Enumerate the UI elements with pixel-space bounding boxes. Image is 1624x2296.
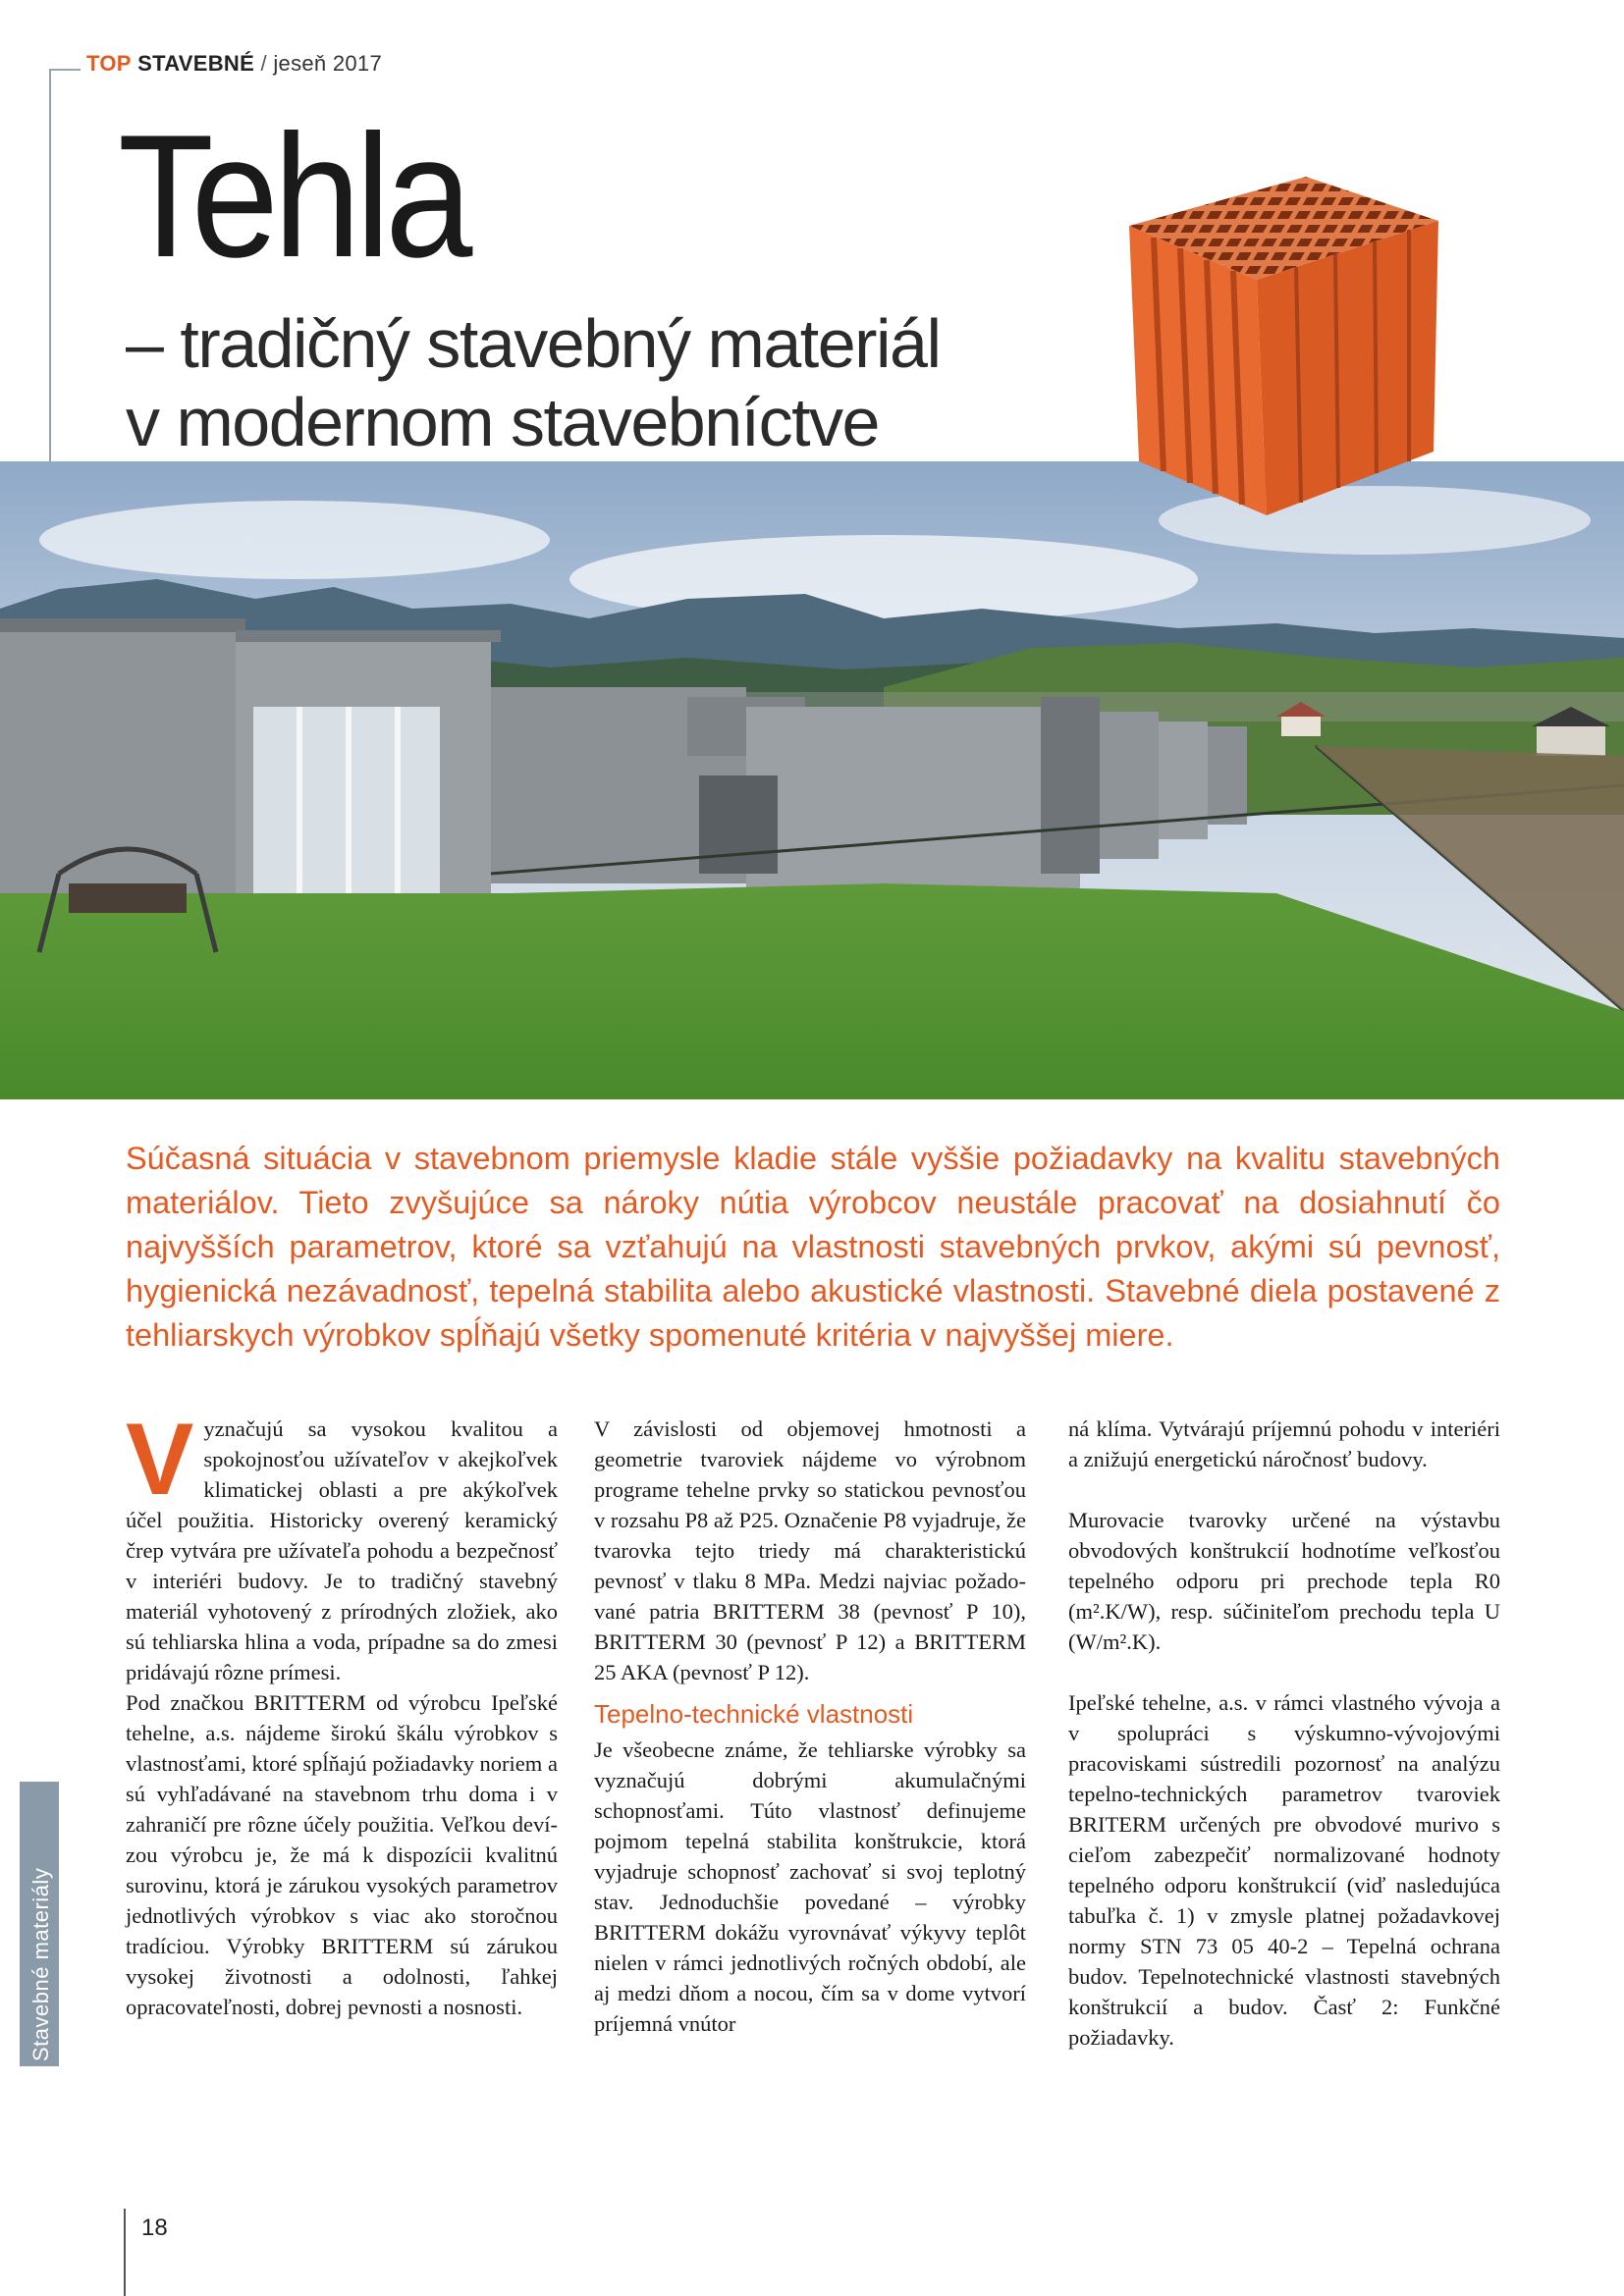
text-column-1 [126,1403,558,2022]
issue-season: jeseň 2017 [273,51,383,76]
column3-paragraph-2: Murovacie tvarovky určené na výstavbu obvodových konštrukcií hodnotíme veľkosťou tepelného odporu pri prechode tepla R0 (m².K/W), resp. súčiniteľom prechodu tepla U (W/m².K). [1068,1508,1500,1654]
running-header [86,51,382,77]
column3-paragraph-3: Ipeľské tehelne, a.s. v rámci vlastného vývoja a v spolupráci s výskumno-vývojovými pracoviskami sústredili pozornosť na analýzu tepelno-technických parametrov tvaroviek BRITERM určených pre obvodové murivo s cieľom zabezpečiť normalizované hodnoty tepelného odporu konštrukcií (viď nasledujúca tabuľka č. 1) v zmysle platnej požadavkovej normy STN 73 05 40-2 – Tepelná ochrana budov. Tepelnotechnické vlastnosti stavebných konštrukcií a budov. Časť 2: Funkčné požiadavky. [1068,1690,1500,2050]
text-column-3 [1068,1414,1500,2053]
section-heading: Tepelno-technické vlastnosti [594,1699,914,1729]
article-title: Tehla [118,98,467,294]
column1-paragraph-1 [126,1403,558,1687]
photo-houses-landscape [0,461,1624,1099]
column1-paragraph-2: Pod značkou BRITTERM od výrobcu Ipeľské tehelne, a.s. nájdeme širokú škálu výrobkov s vlastnosťami, ktoré spĺňajú požiadavky noriem a sú vyhľadávané na stavebnom trhu doma i v zahraničí pre rôzne účely použitia. Veľkou devízou výrobcu je, že má k dispozícii kvalitnú surovinu, ktorá je zárukou vysokých parametrov jednotlivých výrobkov s viac ako storočnou tradíciou. Výrobky BRITTERM sú zárukou vysokej životnosti a odolnosti, ľahkej opracovateľnosti, dobrej pevnosti a nosnosti. [126,1690,558,2019]
drop-cap: V [126,1403,194,1517]
article-subtitle [126,304,941,461]
lead-paragraph: Súčasná situácia v stavebnom priemysle kladie stále vyššie požiadavky na kvalitu stavebných materiálov. Tieto zvyšujúce sa nároky nútia výrobcov neustále pracovať na dosiahnutí čo najvyšších parametrov, ktoré sa vzťahujú na vlastnosti stavebných prvkov, akými sú pevnosť, hygienická nezávadnosť, tepelná stabilita alebo akustické vlastnosti. Stavebné diela postavené z tehliarskych výrobkov spĺňajú všetky spomenuté kritéria v najvyššej miere. [126,1141,1500,1353]
column2-paragraph-2: Je všeobecne známe, že tehliarske výrobky sa vyznačujú dobrými akumulačnými schopnosťami. Túto vlastnosť definujeme pojmom tepelná stabilita konštrukcie, ktorá vyjadruje schopnosť zachovať si svoj teplotný stav. Jednoduchšie povedané – výrobky BRITTERM dokážu vyrovnávať výkyvy teplôt nielen v rámci jednotlivých ročných období, ale aj medzi dňom a nocou, čím sa v dome vytvorí príjemná vnútor [594,1737,1026,2036]
header-separator: / [260,51,267,76]
paragraph-gap [1068,1657,1500,1687]
text-column-2 [594,1414,1026,2039]
column2-paragraph-1: V závislosti od objemovej hmotnosti a geometrie tvaroviek nájdeme vo výrobnom programe tehelne prvky so statickou pevnosťou v rozsahu P8 až P25. Označenie P8 vyjadruje, že tvarovka tejto triedy má charakteristickú pevnosť v tlaku 8 MPa. Medzi najviac požadované patria BRITTERM 38 (pevnosť P 10), BRITTERM 30 (pevnosť P 12) a BRITTERM 25 AKA (pevnosť P 12). [594,1416,1026,1684]
paragraph-gap [1068,1474,1500,1505]
subtitle-line-1: – tradičný stavebný materiál [126,305,941,382]
header-horizontal-rule [49,69,81,71]
brand-top: TOP [86,51,132,76]
page-number: 18 [141,2215,168,2241]
header-vertical-rule [49,69,51,461]
brand-stavebne: STAVEBNÉ [137,51,255,76]
clay-brick-block-icon [1110,167,1443,520]
footer-rule [124,2209,126,2296]
column3-paragraph-1: ná klíma. Vytvárajú príjemnú pohodu v interiéri a znižujú energetickú náročnosť budovy. [1068,1416,1500,1471]
column1-paragraph-1-text: yznačujú sa vysokou kvalitou a spokojnosťou užívateľov v akejkoľvek klimatickej oblasti a pre akýkoľvek účel použitia. Historicky overený keramický črep vytvára pre užívateľa pohodu a bezpečnosť v interiéri budovy. Je to tradičný stavebný materiál vyhotovený z prírodných zložiek, ako sú tehliarska hlina a voda, prípadne sa do zmesi pridávajú rôzne prímesi. [126,1416,558,1684]
section-sidebar-label: Stavebné materiály [28,1867,53,2061]
subtitle-line-2: v modernom stavebníctve [126,384,879,460]
